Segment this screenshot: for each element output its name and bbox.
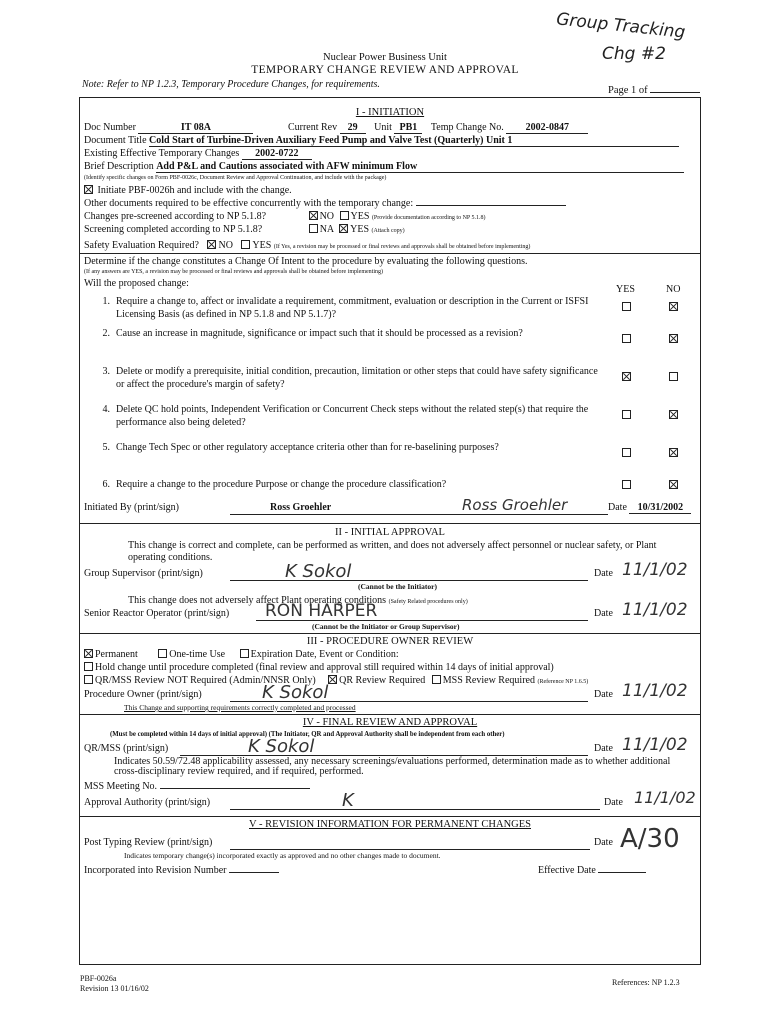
q6-no-checkbox[interactable] (669, 480, 678, 489)
approval-authority-signature: K (342, 790, 354, 811)
q5-yes-checkbox[interactable] (622, 448, 631, 457)
qr-required-checkbox[interactable] (328, 675, 337, 684)
section-revision-info-title: V - REVISION INFORMATION FOR PERMANENT CHANGES (249, 819, 531, 830)
mss-required-checkbox[interactable] (432, 675, 441, 684)
will-text: Will the proposed change: (84, 278, 189, 289)
initial-approval-statement: This change is correct and complete, can be performed as written, and does not adversely affect personnel or nuclear safety, or Plant operating conditions. (128, 540, 657, 563)
reference-note: Note: Refer to NP 1.2.3, Temporary Procedure Changes, for requirements. (82, 79, 380, 90)
group-supervisor-date: 11/1/02 (622, 560, 688, 580)
review-required-row: QR/MSS Review NOT Required (Admin/NNSR Only) QR Review Required MSS Review Required (Reference NP 1.6.5) (84, 675, 588, 686)
qrmss-date-label: Date (594, 743, 613, 754)
screening-yes-checkbox[interactable] (339, 224, 348, 233)
doc-number-row: Doc Number IT 08A Current Rev 29 Unit PB1 Temp Change No. 2002-0847 (84, 122, 588, 134)
section-initial-approval-title: II - INITIAL APPROVAL (335, 527, 445, 538)
screening-na-checkbox[interactable] (309, 224, 318, 233)
final-review-note: (Must be completed within 14 days of initial approval) (The Initiator, QR and Approval Authority shall be independent from each other) (110, 731, 505, 738)
temp-change-value: 2002-0847 (506, 122, 588, 134)
question-1: 1. Require a change to, affect or invalidate a requirement, commitment, evaluation or description in the Current or ISFSI Licensing Basis (as defined in NP 5.1.8 and NP 5.1.7)? (80, 296, 700, 324)
section-final-review-title: IV - FINAL REVIEW AND APPROVAL (302, 717, 478, 728)
owner-note: This Change and supporting requirements correctly completed and processed (124, 703, 356, 712)
form-title: TEMPORARY CHANGE REVIEW AND APPROVAL (251, 64, 519, 76)
safety-eval-no-checkbox[interactable] (207, 240, 216, 249)
initiator-signature: Ross Groehler (462, 496, 568, 514)
qr-not-required-checkbox[interactable] (84, 675, 93, 684)
doc-number-value: IT 08A (138, 122, 253, 134)
form-box (79, 97, 701, 965)
q5-no-checkbox[interactable] (669, 448, 678, 457)
q3-no-checkbox[interactable] (669, 372, 678, 381)
qrmss-indicates-note: Indicates 50.59/72.48 applicability assessed, any necessary screenings/evaluations performed, determination made as to whether additional cross-disciplinary review required, and if required, performed. (114, 756, 671, 777)
prescreened-row: Changes pre-screened according to NP 5.1.8? NO YES (Provide documentation according to NP 5.1.8) (84, 211, 486, 222)
q2-yes-checkbox[interactable] (622, 334, 631, 343)
safety-eval-row: Safety Evaluation Required? NO YES (If Yes, a revision may be processed or final reviews and approvals shall be obtained before implementing) (84, 240, 531, 251)
brief-description-value: Add P&L and Cautions associated with AFW minimum Flow (156, 161, 684, 173)
form-revision: Revision 13 01/16/02 (80, 984, 149, 993)
use-type-row: Permanent One-time Use Expiration Date, Event or Condition: (84, 649, 399, 660)
owner-signature: K Sokol (262, 682, 329, 703)
initiator-name: Ross Groehler (270, 502, 332, 513)
q1-no-checkbox[interactable] (669, 302, 678, 311)
sro-date-label: Date (594, 608, 613, 619)
initiate-checkbox[interactable] (84, 185, 93, 194)
question-6: 6. Require a change to the procedure Purpose or change the procedure classification? (80, 479, 700, 493)
handwritten-group-tracking: Group Tracking (555, 9, 687, 43)
prescreened-no-checkbox[interactable] (309, 211, 318, 220)
form-number: PBF-0026a (80, 974, 117, 983)
mss-meeting-row: MSS Meeting No. (84, 781, 310, 792)
post-typing-note: Indicates temporary change(s) incorporated exactly as approved and no other changes made to document. (124, 851, 441, 860)
cannot-be-initiator-or-supervisor-note: (Cannot be the Initiator or Group Supervisor) (312, 622, 460, 631)
onetime-checkbox[interactable] (158, 649, 167, 658)
question-3: 3. Delete or modify a prerequisite, initial condition, precaution, limitation or other steps that could have safety significance or affect the procedure's margin of safety? (80, 366, 700, 394)
handwritten-chg-number: Chg #2 (602, 44, 666, 64)
section-initiation-title: I - INITIATION (355, 107, 425, 118)
initiated-by-row: Initiated By (print/sign) (84, 502, 179, 513)
cannot-be-initiator-note: (Cannot be the Initiator) (358, 582, 437, 591)
prescreened-yes-checkbox[interactable] (340, 211, 349, 220)
effective-date-row: Effective Date (538, 865, 646, 876)
sro-statement: This change does not adversely affect Plant operating conditions (Safety Related procedures only) (128, 595, 468, 606)
handwritten-a30: A/30 (620, 824, 680, 854)
group-supervisor-label: Group Supervisor (print/sign) (84, 568, 203, 579)
group-supervisor-signature: K Sokol (285, 561, 352, 582)
sro-signature: RON HARPER (265, 601, 378, 621)
incorporated-row: Incorporated into Revision Number (84, 865, 279, 876)
qrmss-label: QR/MSS (print/sign) (84, 743, 169, 754)
post-typing-label: Post Typing Review (print/sign) (84, 837, 213, 848)
initiated-date-row: Date 10/31/2002 (608, 502, 691, 514)
page-number: Page 1 of (608, 82, 700, 96)
q4-yes-checkbox[interactable] (622, 410, 631, 419)
q1-yes-checkbox[interactable] (622, 302, 631, 311)
hold-row: Hold change until procedure completed (final review and approval still required within 14 days of initial approval) (84, 662, 554, 673)
owner-date: 11/1/02 (622, 681, 688, 701)
q4-no-checkbox[interactable] (669, 410, 678, 419)
determine-note: (If any answers are YES, a revision may be processed or final reviews and approvals shall be obtained before implementing) (84, 269, 384, 275)
question-4: 4. Delete QC hold points, Independent Verification or Concurrent Check steps without the related step(s) that require the performance also being deleted? (80, 404, 700, 432)
qrmss-date: 11/1/02 (622, 735, 688, 755)
group-supervisor-date-label: Date (594, 568, 613, 579)
screening-row: Screening completed according to NP 5.1.8? NA YES (Attach copy) (84, 224, 405, 235)
brief-description-row: Brief Description Add P&L and Cautions associated with AFW minimum Flow (84, 161, 684, 173)
section-owner-review-title: III - PROCEDURE OWNER REVIEW (306, 636, 474, 647)
hold-checkbox[interactable] (84, 662, 93, 671)
existing-changes-row: Existing Effective Temporary Changes 2002-0722 (84, 148, 312, 160)
references: References: NP 1.2.3 (612, 978, 680, 987)
question-2: 2. Cause an increase in magnitude, significance or impact such that it should be processed as a revision? (80, 328, 700, 356)
initiated-date: 10/31/2002 (629, 502, 691, 514)
sro-date: 11/1/02 (622, 600, 688, 620)
q6-yes-checkbox[interactable] (622, 480, 631, 489)
unit-value: PB1 (394, 122, 422, 134)
owner-label: Procedure Owner (print/sign) (84, 689, 202, 700)
current-rev-value: 29 (340, 122, 366, 134)
approval-authority-label: Approval Authority (print/sign) (84, 797, 211, 808)
initiate-row: Initiate PBF-0026h and include with the change. (84, 185, 292, 196)
approval-date-label: Date (604, 797, 623, 808)
doc-title-row: Document Title Cold Start of Turbine-Driven Auxiliary Feed Pump and Valve Test (Quarterly) Unit 1 (84, 135, 679, 147)
owner-date-label: Date (594, 689, 613, 700)
doc-title-value: Cold Start of Turbine-Driven Auxiliary Feed Pump and Valve Test (Quarterly) Unit 1 (149, 135, 679, 147)
sro-label: Senior Reactor Operator (print/sign) (84, 608, 230, 619)
q2-no-checkbox[interactable] (669, 334, 678, 343)
q3-yes-checkbox[interactable] (622, 372, 631, 381)
existing-changes-value: 2002-0722 (242, 148, 312, 160)
yes-column-header: YES (616, 284, 635, 295)
safety-eval-yes-checkbox[interactable] (241, 240, 250, 249)
other-docs-row: Other documents required to be effective concurrently with the temporary change: (84, 198, 566, 209)
post-typing-date-label: Date (594, 837, 613, 848)
determine-text: Determine if the change constitutes a Change Of Intent to the procedure by evaluating the following questions. (84, 256, 528, 267)
org-name: Nuclear Power Business Unit (323, 52, 447, 63)
qrmss-signature: K Sokol (248, 736, 315, 757)
question-5: 5. Change Tech Spec or other regulatory acceptance criteria other than for re-baselining purposes? (80, 442, 700, 470)
identify-note: (Identify specific changes on Form PBF-0026c, Document Review and Approval Continuation, and include with the package) (84, 175, 387, 181)
approval-date: 11/1/02 (634, 788, 696, 807)
no-column-header: NO (666, 284, 681, 295)
expiration-checkbox[interactable] (240, 649, 249, 658)
permanent-checkbox[interactable] (84, 649, 93, 658)
